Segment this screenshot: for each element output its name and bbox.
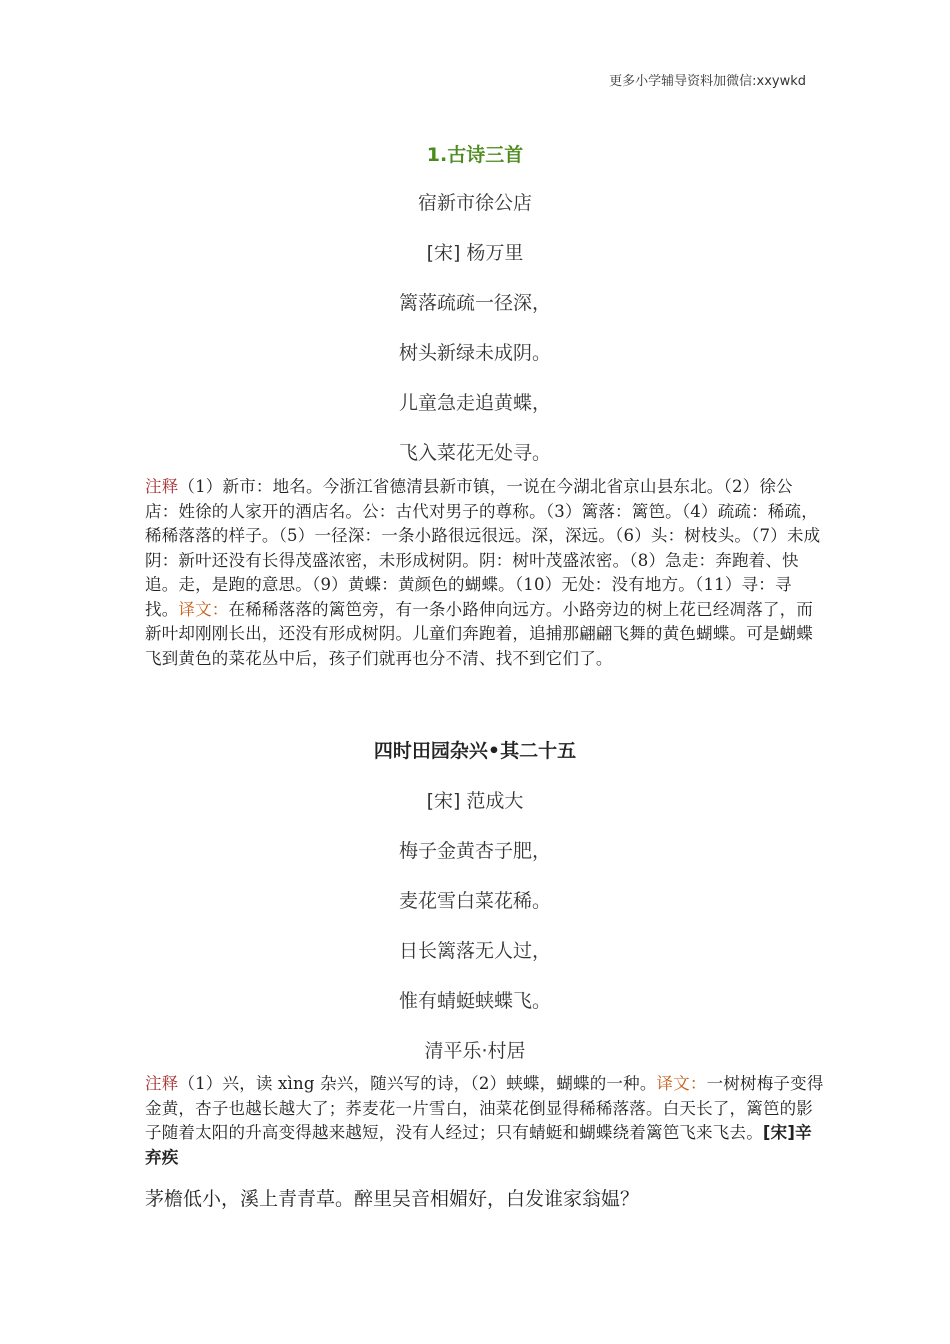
notes-text: （1）新市：地名。今浙江省德清县新市镇，一说在今湖北省京山县东北。（2）徐公店：姓徐的人家开的酒店名。公：古代对男子的尊称。（3）篱落：篱笆。（4）疏疏：稀疏，稀稀落落的样子。（5）一径深：一条小路很远很远。深，深远。（6）头：树枝头。（7）未成阴：新叶还没有长得茂盛浓密，未形成树阴。阴：树叶茂盛浓密。（8）急走：奔跑着、快追。走，是跑的意思。（9）黄蝶：黄颜色的蝴蝶。（10）无处：没有地方。（11）寻：寻找。 bbox=[145, 477, 821, 619]
poem3-title: 清平乐·村居 bbox=[424, 1040, 526, 1062]
poem1-line-4: 飞入菜花无处寻。 bbox=[398, 442, 551, 464]
poem1-line-3: 儿童急走追黄蝶， bbox=[398, 392, 551, 414]
poem1-line-2: 树头新绿未成阴。 bbox=[398, 342, 551, 364]
poem2-line-4: 惟有蜻蜓蛱蝶飞。 bbox=[398, 990, 551, 1012]
poem3-line-1: 茅檐低小，溪上青青草。醉里吴音相媚好，白发谁家翁媪？ bbox=[145, 1188, 640, 1210]
poem1-title: 宿新市徐公店 bbox=[417, 192, 532, 214]
poem2-line-1: 梅子金黄杏子肥， bbox=[398, 840, 551, 862]
poem1-line-1: 篱落疏疏一径深， bbox=[398, 292, 551, 314]
poem3-author: [宋]辛弃疾 bbox=[145, 1123, 812, 1167]
translation-text: 在稀稀落落的篱笆旁，有一条小路伸向远方。小路旁边的树上花已经凋落了，而新叶却刚刚长出，还没有形成树阴。儿童们奔跑着，追捕那翩翩飞舞的黄色蝴蝶。可是蝴蝶飞到黄色的菜花丛中后，孩子们就再也分不清、找不到它们了。 bbox=[145, 599, 814, 668]
translation-label: 译文： bbox=[178, 599, 229, 619]
poem2-notes bbox=[145, 1072, 825, 1170]
header-note: 更多小学辅导资料加微信:xxywkd bbox=[609, 74, 806, 89]
notes-label: 注释 bbox=[145, 1074, 179, 1093]
poem2-author: [宋] 范成大 bbox=[426, 790, 524, 812]
poem1-author: [宋] 杨万里 bbox=[426, 242, 524, 264]
translation-label: 译文： bbox=[656, 1074, 707, 1093]
notes-label: 注释 bbox=[145, 477, 179, 496]
poem2-line-3: 日长篱落无人过， bbox=[398, 940, 551, 962]
poem1-notes bbox=[145, 475, 825, 671]
translation-text: 一树树梅子变得金黄，杏子也越长越大了；荞麦花一片雪白，油菜花倒显得稀稀落落。白天长了，篱笆的影子随着太阳的升高变得越来越短，没有人经过；只有蜻蜓和蝴蝶绕着篱笆飞来飞去。 bbox=[145, 1074, 824, 1142]
poem2-line-2: 麦花雪白菜花稀。 bbox=[398, 890, 551, 912]
poem2-title: 四时田园杂兴•其二十五 bbox=[373, 740, 577, 762]
notes-text: （1）兴，读 xìng 杂兴，随兴写的诗，（2）蛱蝶，蝴蝶的一种。 bbox=[178, 1074, 657, 1093]
section-title: 1.古诗三首 bbox=[426, 144, 524, 166]
